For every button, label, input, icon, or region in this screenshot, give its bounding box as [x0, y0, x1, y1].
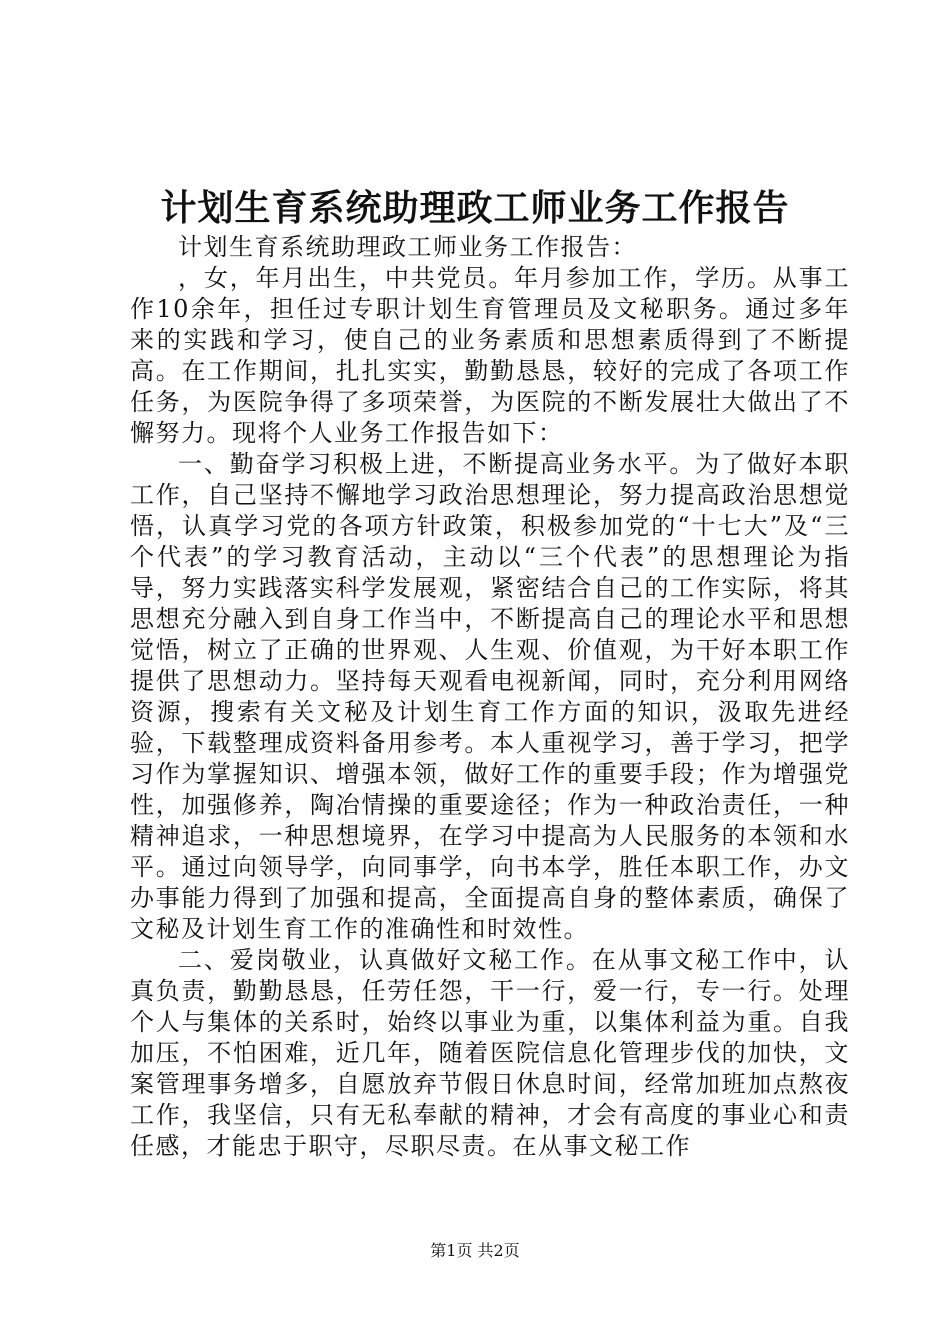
paragraph-intro: 计划生育系统助理政工师业务工作报告：	[178, 233, 637, 261]
page-number-footer: 第1页 共2页	[430, 1241, 520, 1260]
document-title: 计划生育系统助理政工师业务工作报告	[160, 187, 790, 229]
paragraph-section-one: 一、勤奋学习积极上进，不断提高业务水平。为了做好本职工作，自己坚持不懈地学习政治思想理论，努力提高政治思想觉悟，认真学习党的各项方针政策，积极参加党的“十七大”及“三个代表”的学习教育活动，主动以“三个代表”的思想理论为指导，努力实践落实科学发展观，紧密结合自己的工作实际，将其思想充分融入到自身工作当中，不断提高自己的理论水平和思想觉悟，树立了正确的世界观、人生观、价值观，为干好本职工作提供了思想动力。坚持每天观看电视新闻，同时，充分利用网络资源，搜索有关文秘及计划生育工作方面的知识，汲取先进经验，下载整理成资料备用参考。本人重视学习，善于学习，把学习作为掌握知识、增强本领，做好工作的重要手段；作为增强党性，加强修养，陶冶情操的重要途径；作为一种政治责任，一种精神追求，一种思想境界，在学习中提高为人民服务的本领和水平。通过向领导学，向同事学，向书本学，胜任本职工作，办文办事能力得到了加强和提高，全面提高自身的整体素质，确保了文秘及计划生育工作的准确性和时效性。	[130, 450, 850, 943]
paragraph-section-two: 二、爱岗敬业，认真做好文秘工作。在从事文秘工作中，认真负责，勤勤恳恳，任劳任怨，干一行，爱一行，专一行。处理个人与集体的关系时，始终以事业为重，以集体利益为重。自我加压，不怕困难，近几年，随着医院信息化管理步伐的加快，文案管理事务增多，自愿放弃节假日休息时间，经常加班加点熬夜工作，我坚信，只有无私奉献的精神，才会有高度的事业心和责任感，才能忠于职守，尽职尽责。在从事文秘工作	[130, 946, 850, 1160]
document-body	[130, 232, 850, 1162]
paragraph-personal-info: ，女，年月出生，中共党员。年月参加工作，学历。从事工作10余年，担任过专职计划生育管理员及文秘职务。通过多年来的实践和学习，使自己的业务素质和思想素质得到了不断提高。在工作期间，扎扎实实，勤勤恳恳，较好的完成了各项工作任务，为医院争得了多项荣誉，为医院的不断发展壮大做出了不懈努力。现将个人业务工作报告如下：	[130, 264, 850, 447]
